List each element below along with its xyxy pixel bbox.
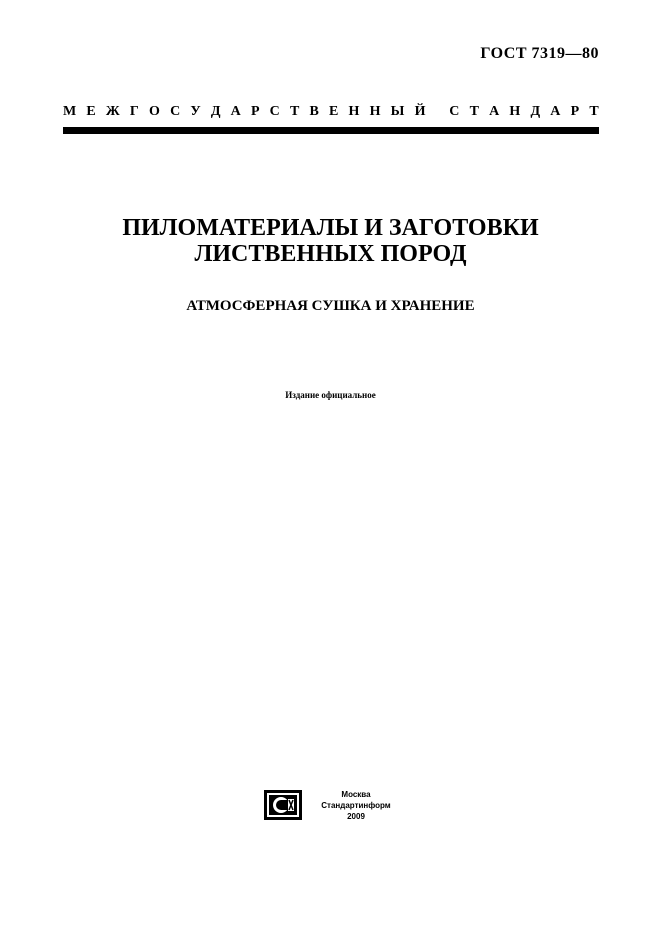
standard-type-letter: Е xyxy=(86,104,96,119)
standard-type-letter: Н xyxy=(509,104,521,119)
standard-type-letter: С xyxy=(449,104,460,119)
standard-type-letter: Н xyxy=(348,104,360,119)
standard-type-letter: С xyxy=(170,104,181,119)
header-divider xyxy=(63,127,599,134)
standard-type-letter xyxy=(436,104,440,120)
standard-type-letter: М xyxy=(63,104,77,119)
standard-type-heading xyxy=(63,104,599,120)
edition-label: Издание официальное xyxy=(285,390,376,400)
standard-type-letter: Р xyxy=(250,104,260,119)
standard-type-letter: Ж xyxy=(105,104,120,119)
standard-type-letter: О xyxy=(149,104,160,119)
document-subtitle: АТМОСФЕРНАЯ СУШКА И ХРАНЕНИЕ xyxy=(186,298,475,314)
standard-type-letter: Й xyxy=(414,104,426,119)
standard-type-letter: Т xyxy=(469,104,479,119)
document-title-line-2: ЛИСТВЕННЫХ ПОРОД xyxy=(194,241,467,267)
standard-type-letter: Д xyxy=(210,104,221,119)
standard-type-letter: В xyxy=(309,104,319,119)
standard-type-letter: Т xyxy=(589,104,599,119)
publisher-name: Стандартинформ xyxy=(321,801,391,810)
standard-type-letter: А xyxy=(489,104,500,119)
standard-type-letter: Ы xyxy=(390,104,405,119)
standard-type-letter: Р xyxy=(570,104,580,119)
publisher-city: Москва xyxy=(341,790,371,799)
gost-number: ГОСТ 7319—80 xyxy=(480,45,599,62)
publisher-info xyxy=(306,789,406,822)
standard-type-letter: Г xyxy=(129,104,139,119)
document-title-line-1: ПИЛОМАТЕРИАЛЫ И ЗАГОТОВКИ xyxy=(122,215,539,241)
standard-type-letter: У xyxy=(190,104,201,119)
standard-type-letter: А xyxy=(230,104,241,119)
standard-type-letter: Д xyxy=(530,104,541,119)
standard-type-letter: Н xyxy=(369,104,381,119)
standartinform-logo-icon xyxy=(264,790,302,820)
publisher-year: 2009 xyxy=(347,812,365,821)
document-title xyxy=(0,215,661,267)
standard-type-letter: С xyxy=(269,104,280,119)
standard-type-letter: А xyxy=(550,104,561,119)
standard-type-letter: Е xyxy=(329,104,339,119)
standard-type-letter: Т xyxy=(289,104,300,119)
